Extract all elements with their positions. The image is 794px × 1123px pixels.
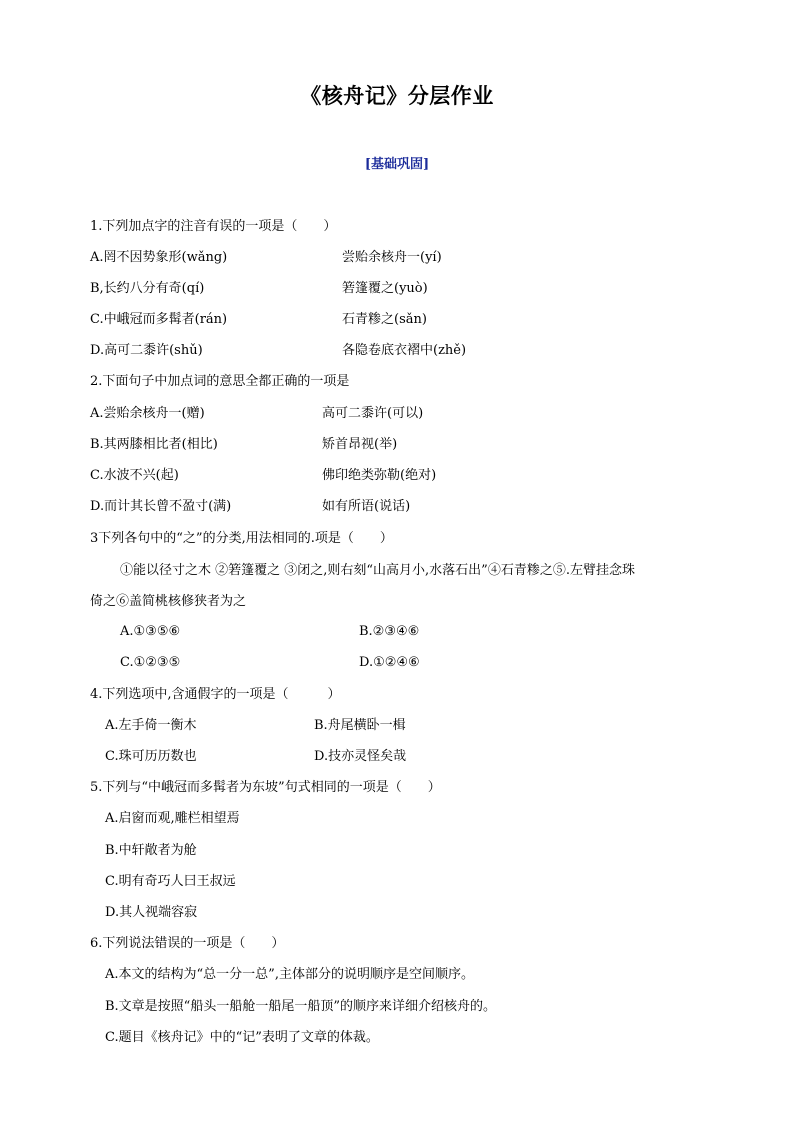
q1-option-a-2: 尝贻余核舟一(yí) <box>342 250 442 265</box>
q1-stem: 1.下列加点字的注音有误的一项是（ ） <box>90 219 337 234</box>
q3-option-d: D.①②④⑥ <box>359 655 420 670</box>
q1-option-a: A.罔不因势象形(wǎng) <box>90 250 228 265</box>
q2-option-c-2: 佛印绝类弥勒(绝对) <box>322 468 437 483</box>
q4-option-c: C.珠可历历数也 <box>105 749 197 764</box>
q2-option-a: A.尝贻余核舟一(赠) <box>90 406 205 421</box>
q1-option-d: D.高可二黍许(shǔ) <box>90 343 203 358</box>
q3-stem: 3下列各句中的“之”的分类,用法相同的.项是（ ） <box>90 531 393 546</box>
q5-option-d: D.其人视端容寂 <box>105 905 198 920</box>
q3-option-c: C.①②③⑤ <box>120 655 181 670</box>
q2-option-d: D.而计其长曾不盈寸(满) <box>90 499 232 514</box>
q5-stem: 5.下列与“中峨冠而多髯者为东坡”句式相同的一项是（ ） <box>90 780 441 795</box>
page-title: 《核舟记》分层作业 <box>300 83 494 108</box>
q4-option-a: A.左手倚一衡木 <box>105 718 197 733</box>
q5-option-a: A.启窗而观,雕栏相望焉 <box>105 811 240 826</box>
q6-option-b: B.文章是按照“船头一船舱一船尾一船顶”的顺序来详细介绍核舟的。 <box>105 999 496 1014</box>
q1-option-d-2: 各隐卷底衣褶中(zhě) <box>342 343 467 358</box>
q6-option-c: C.题目《核舟记》中的“记”表明了文章的体裁。 <box>105 1030 379 1045</box>
q2-option-d-2: 如有所语(说话) <box>322 499 411 514</box>
q3-option-b: B.②③④⑥ <box>359 624 420 639</box>
q3-option-a: A.①③⑤⑥ <box>120 624 181 639</box>
q1-option-c: C.中峨冠而多髯者(rán) <box>90 312 228 327</box>
q2-option-a-2: 高可二黍许(可以) <box>322 406 424 421</box>
q5-option-c: C.明有奇巧人曰王叔远 <box>105 874 236 889</box>
q1-option-b: B,长约八分有奇(qí) <box>90 281 205 296</box>
q4-option-b: B.舟尾横卧一楫 <box>314 718 406 733</box>
q4-stem: 4.下列选项中,含通假字的一项是（ ） <box>90 687 341 702</box>
q6-stem: 6.下列说法错误的一项是（ ） <box>90 936 285 951</box>
q3-body-line-1: ①能以径寸之木 ②箬篷覆之 ③闭之,则右刻“山高月小,水落石出”④石青糁之⑤.左臂挂念珠 <box>120 563 635 578</box>
q2-stem: 2.下面句子中加点词的意思全都正确的一项是 <box>90 374 350 389</box>
q1-option-b-2: 箬篷覆之(yuò) <box>342 281 428 296</box>
q3-body-line-2: 倚之⑥盖简桃核修狭者为之 <box>90 594 247 609</box>
section-heading: [基础巩固] <box>364 157 430 172</box>
q6-option-a: A.本文的结构为“总一分一总”,主体部分的说明顺序是空间顺序。 <box>105 967 474 982</box>
q1-option-c-2: 石青糁之(sǎn) <box>342 312 427 327</box>
q4-option-d: D.技亦灵怪矣哉 <box>314 749 407 764</box>
q2-option-c: C.水波不兴(起) <box>90 468 179 483</box>
q2-option-b-2: 矫首昂视(举) <box>322 437 398 452</box>
q5-option-b: B.中轩敞者为舱 <box>105 843 197 858</box>
q2-option-b: B.其两膝相比者(相比) <box>90 437 218 452</box>
